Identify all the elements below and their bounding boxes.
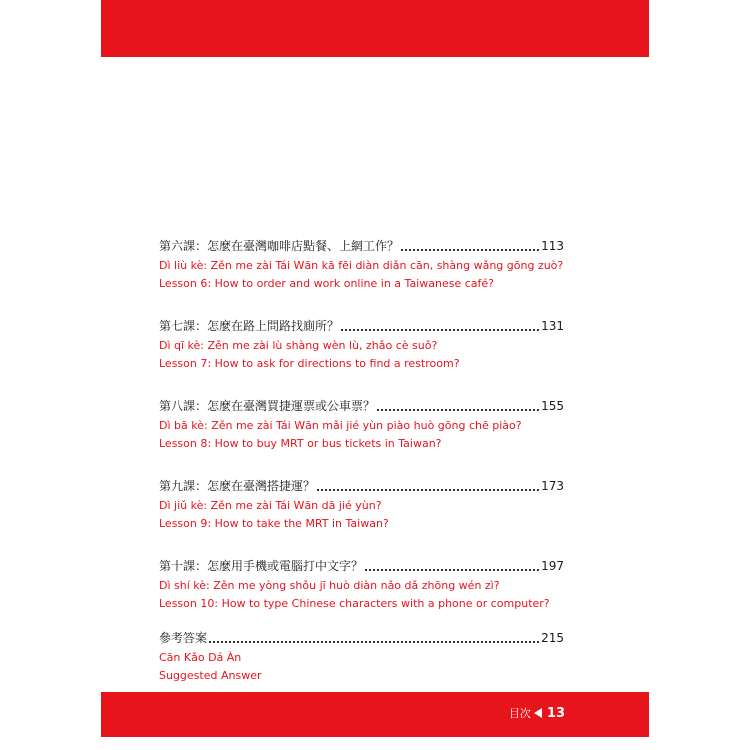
toc-entry-title: 第九課：怎麼在臺灣搭捷運？ [159,479,316,493]
dot-leader [317,488,539,491]
triangle-left-icon [534,708,542,718]
toc-entry-english: Suggested Answer [159,669,262,682]
dot-leader [377,408,539,411]
toc-entry-english: Lesson 8: How to buy MRT or bus tickets in Taiwan? [159,437,442,450]
toc-entry-title: 參考答案 [159,631,208,645]
dot-leader [365,568,539,571]
top-red-band [101,0,649,57]
toc-entry-title: 第十課：怎麼用手機或電腦打中文字？ [159,559,364,573]
toc-entry-title: 第六課：怎麼在臺灣咖啡店點餐、上網工作？ [159,239,400,253]
toc-entry-english: Lesson 10: How to type Chinese characters with a phone or computer? [159,597,550,610]
toc-entry-english: Lesson 9: How to take the MRT in Taiwan? [159,517,389,530]
page-number: 13 [546,705,565,721]
toc-entry-pinyin: Cān Kǎo Dá Àn [159,651,242,664]
toc-entry-pinyin: Dì bā kè: Zěn me zài Tái Wān mǎi jié yùn piào huò gōng chē piào? [159,419,522,432]
section-label: 目次 [508,707,531,720]
toc-entry-pinyin: Dì qī kè: Zěn me zài lù shàng wèn lù, zhǎo cè suǒ? [159,339,438,352]
toc-entry-english: Lesson 7: How to ask for directions to find a restroom? [159,357,460,370]
toc-entry-lesson-8 [159,398,564,452]
toc-entry-pinyin: Dì shí kè: Zěn me yòng shǒu jī huò diàn nǎo dǎ zhōng wén zì? [159,579,500,592]
toc-entry-page: 197 [541,559,564,573]
toc-entry-lesson-7 [159,318,564,372]
toc-entry-title: 第七課：怎麼在路上問路找廁所？ [159,319,340,333]
toc-entry-pinyin: Dì jiǔ kè: Zěn me zài Tái Wān dā jié yùn? [159,499,382,512]
toc-entry-lesson-6 [159,238,564,292]
toc-entry-lesson-9 [159,478,564,532]
toc-entry-lesson-10 [159,558,564,612]
bottom-red-band [101,692,649,737]
toc-entry-page: 113 [541,239,564,253]
toc-entry-page: 215 [541,631,564,645]
dot-leader [401,248,539,251]
toc-entry-english: Lesson 6: How to order and work online in a Taiwanese café? [159,277,494,290]
dot-leader [209,640,539,643]
toc-entry-page: 173 [541,479,564,493]
toc-entry-answers [159,630,564,684]
page-marker [509,705,565,721]
dot-leader [341,328,539,331]
toc-entry-pinyin: Dì liù kè: Zěn me zài Tái Wān kā fēi diàn diǎn cān, shàng wǎng gōng zuò? [159,259,564,272]
toc-entry-title: 第八課：怎麼在臺灣買捷運票或公車票？ [159,399,376,413]
toc-entry-page: 155 [541,399,564,413]
book-page [101,0,649,750]
toc-entry-page: 131 [541,319,564,333]
